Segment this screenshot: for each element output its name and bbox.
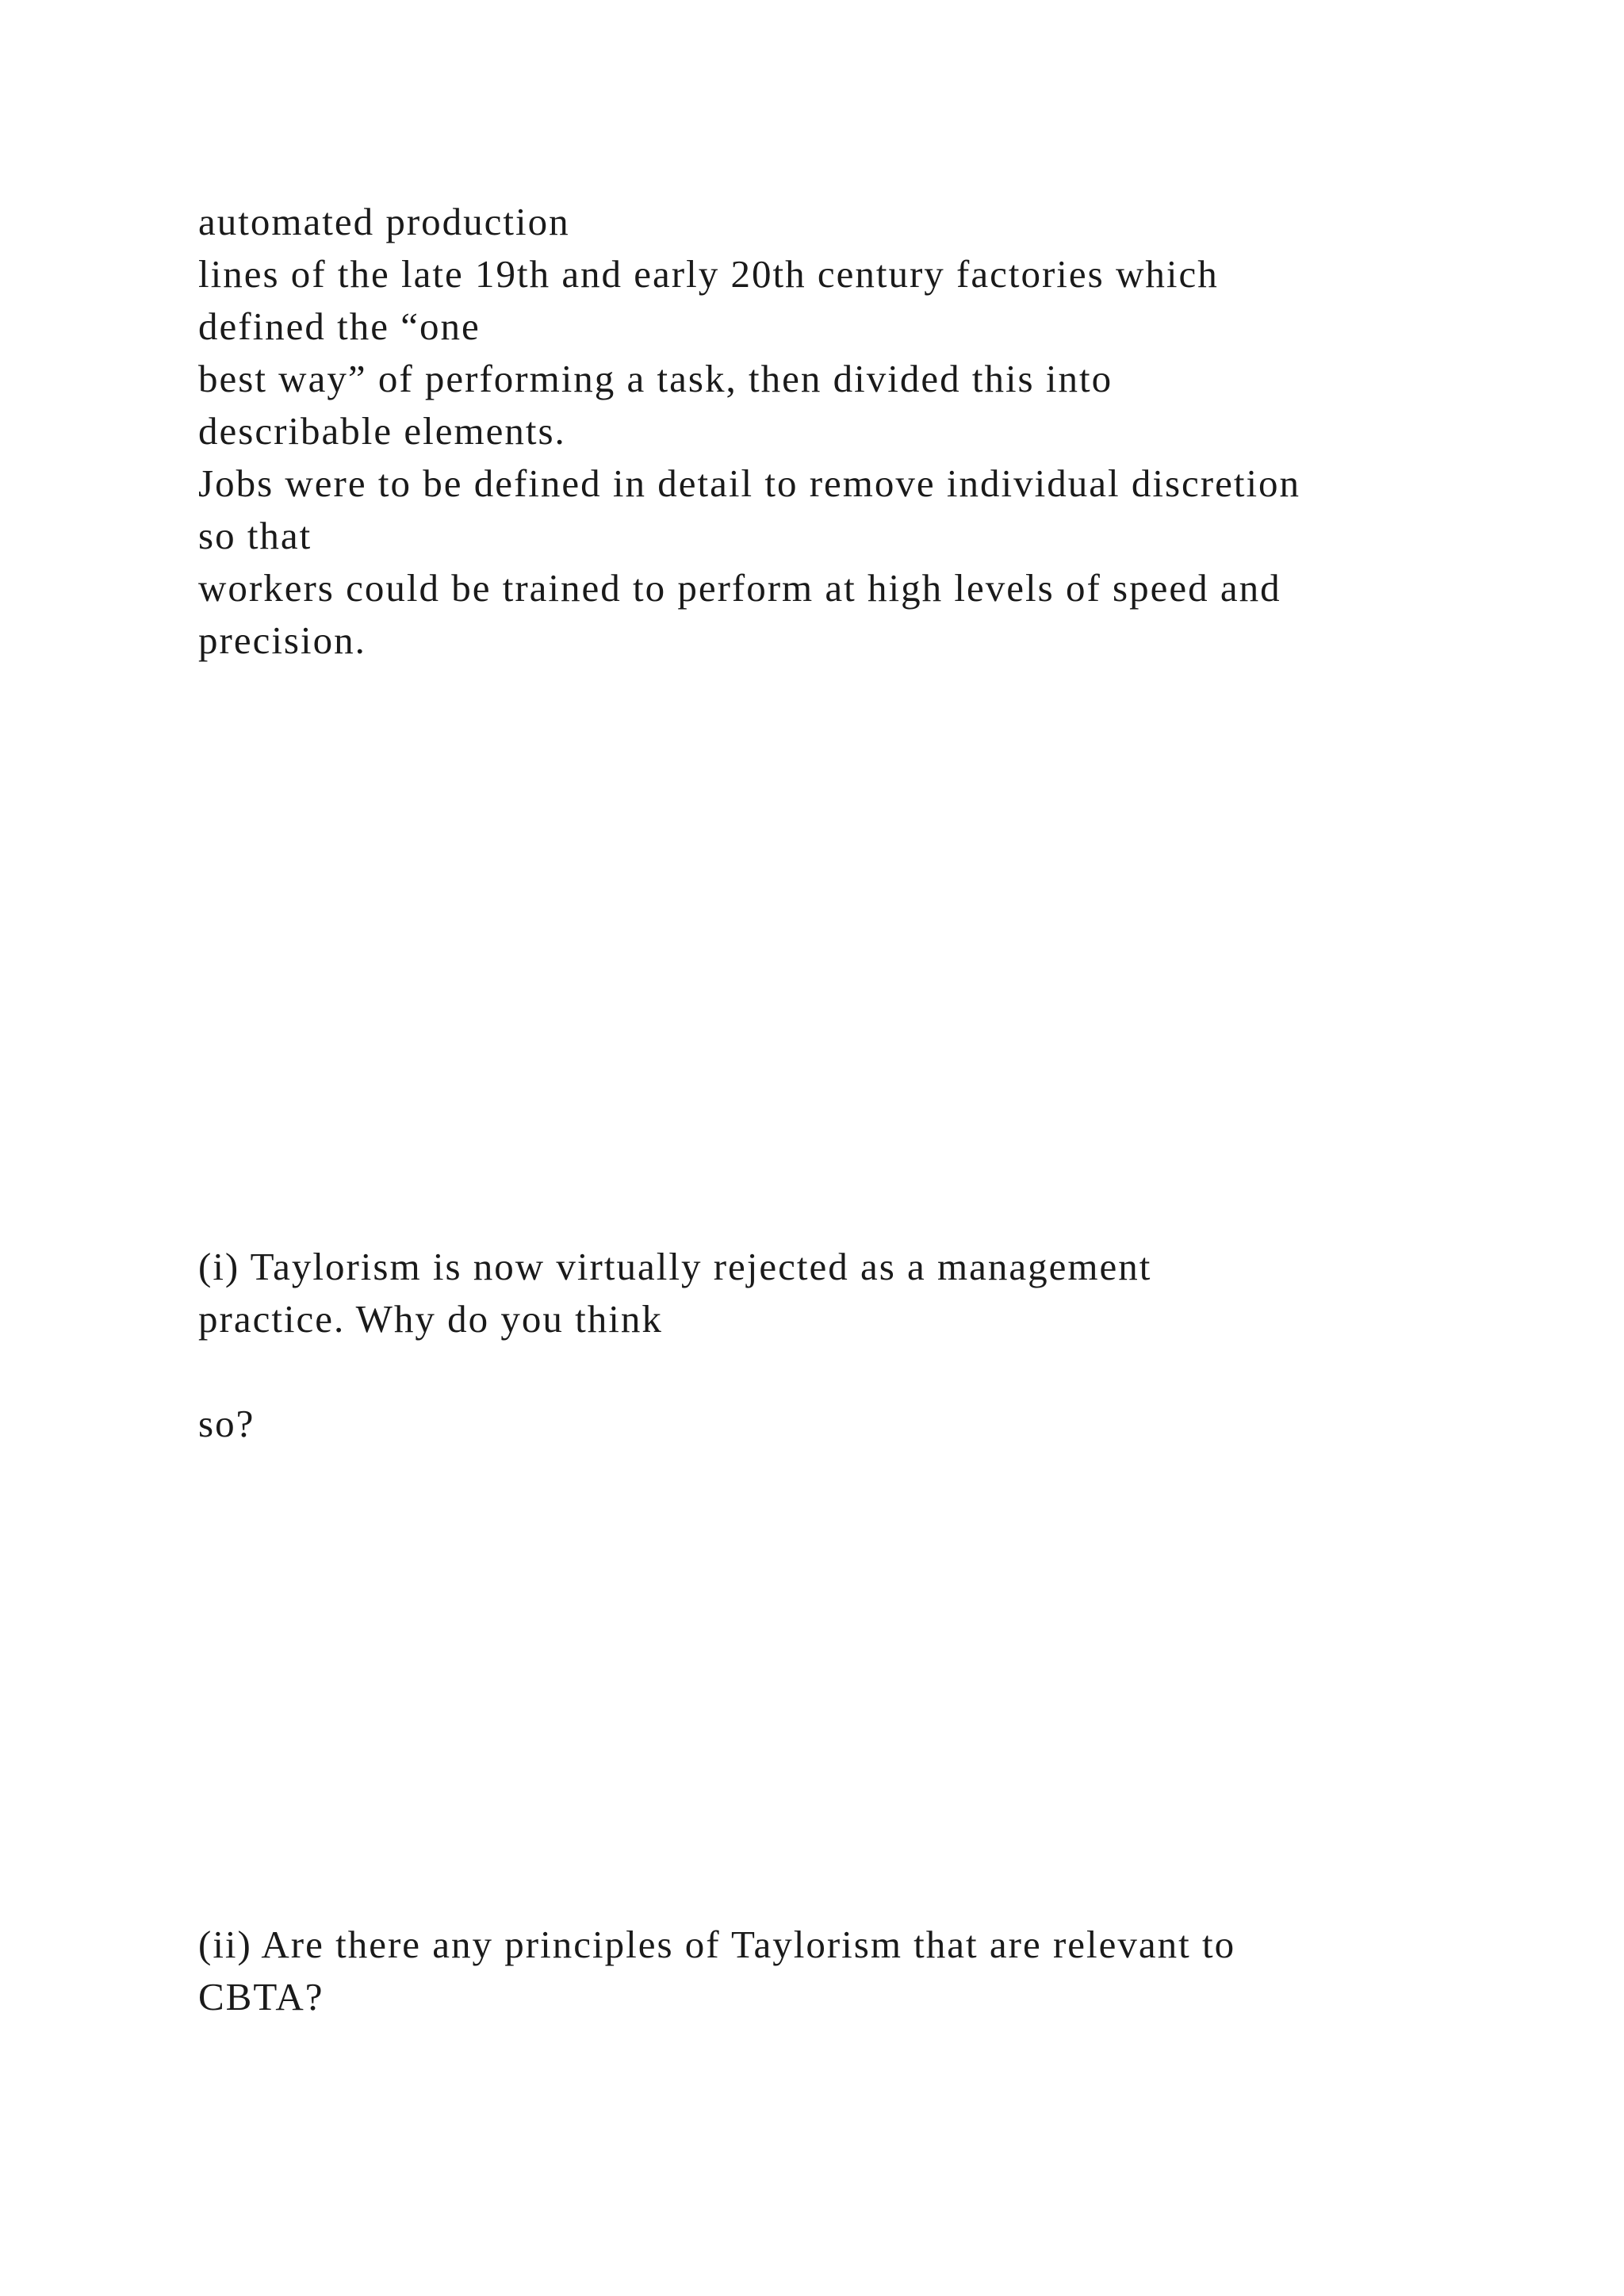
text-line: lines of the late 19th and early 20th century factories which [198,252,1219,296]
text-line: automated production [198,200,570,243]
question-line: so? [198,1402,255,1445]
text-line: precision. [198,618,366,662]
question-line: CBTA? [198,1975,324,2019]
question-line: (i) Taylorism is now virtually rejected as a management [198,1245,1152,1288]
text-line: Jobs were to be defined in detail to remove individual discretion [198,461,1301,505]
text-line: best way” of performing a task, then divided this into [198,357,1113,400]
question-line: (ii) Are there any principles of Taylorism that are relevant to [198,1923,1236,1966]
question-line: practice. Why do you think [198,1297,663,1341]
text-line: workers could be trained to perform at high levels of speed and [198,566,1281,610]
text-line: defined the “one [198,304,481,348]
text-line: describable elements. [198,409,566,453]
text-line: so that [198,514,312,557]
